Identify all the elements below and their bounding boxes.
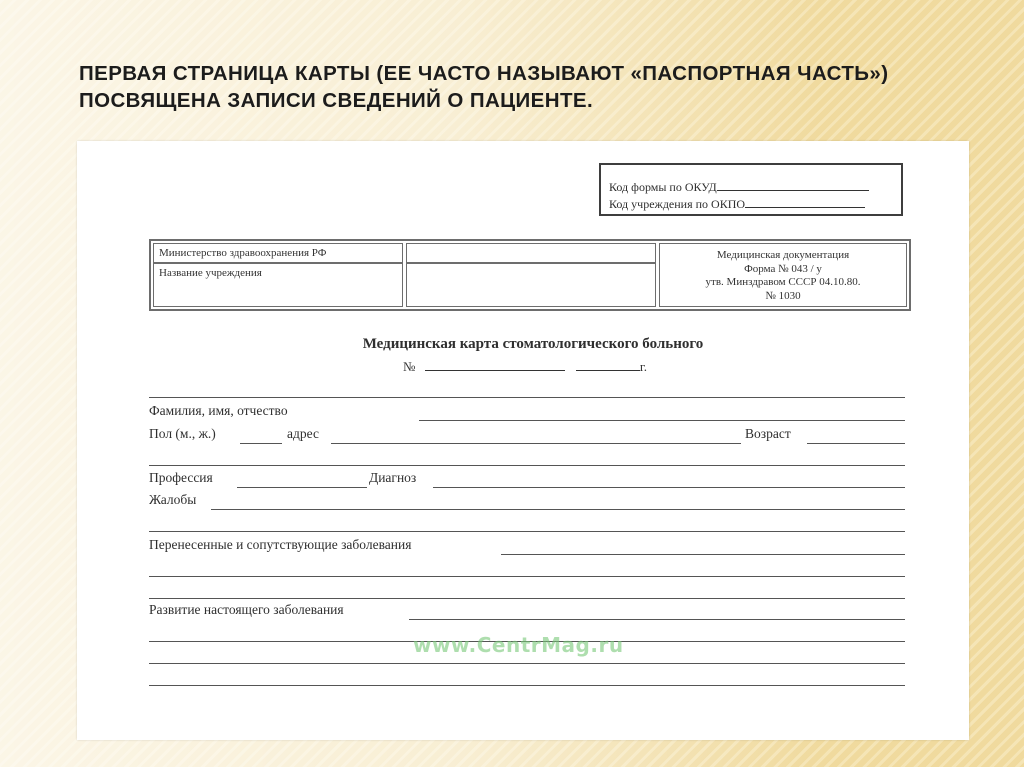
rule-3 (149, 531, 905, 532)
card-number-line (403, 359, 647, 375)
institution-cell (153, 263, 403, 307)
rule-7 (149, 663, 905, 664)
diagnosis-label: Диагноз (369, 470, 417, 485)
blank-cell-bottom (406, 263, 656, 307)
blank-cell-top (406, 243, 656, 263)
age-label: Возраст (745, 426, 791, 441)
past-diseases-label: Перенесенные и сопутствующие заболевания (149, 537, 412, 552)
sex-line (240, 443, 282, 444)
med-doc-line-2: Форма № 043 / у (744, 262, 822, 275)
okpo-code-line (609, 197, 865, 212)
medical-card-form (77, 141, 969, 740)
med-doc-cell (659, 243, 907, 307)
date-fill-line (576, 370, 640, 371)
slide-title: ПЕРВАЯ СТРАНИЦА КАРТЫ (ЕЕ ЧАСТО НАЗЫВАЮТ «ПАСПОРТНАЯ ЧАСТЬ») ПОСВЯЩЕНА ЗАПИСИ СВЕДЕНИЙ О ПАЦИЕНТЕ. (79, 62, 889, 112)
ministry-text: Министерство здравоохранения РФ (159, 247, 327, 259)
okpo-label: Код учреждения по ОКПО (609, 197, 746, 211)
ministry-cell (153, 243, 403, 263)
header-table (149, 239, 911, 311)
codes-box (599, 163, 903, 216)
watermark: www.CentrMag.ru (413, 633, 624, 657)
full-name-label: Фамилия, имя, отчество (149, 403, 288, 418)
complaints-line (211, 509, 905, 510)
rule-1 (149, 397, 905, 398)
rule-4 (149, 576, 905, 577)
okpo-fill-line (745, 207, 865, 208)
sex-label: Пол (м., ж.) (149, 426, 216, 441)
profession-line (237, 487, 367, 488)
rule-8 (149, 685, 905, 686)
okud-label: Код формы по ОКУД (609, 180, 717, 194)
current-disease-label: Развитие настоящего заболевания (149, 602, 344, 617)
med-doc-line-1: Медицинская документация (716, 249, 850, 261)
age-line (807, 443, 905, 444)
address-label: адрес (287, 426, 319, 441)
profession-label: Профессия (149, 470, 213, 485)
year-suffix: г. (639, 359, 648, 374)
form-title: Медицинская карта стоматологического больного (362, 336, 704, 352)
med-doc-line-3: утв. Минздравом СССР 04.10.80. (705, 276, 861, 288)
number-label: № (403, 359, 416, 374)
rule-5 (149, 598, 905, 599)
address-line (331, 443, 741, 444)
number-fill-line (425, 370, 565, 371)
full-name-line (419, 420, 905, 421)
med-doc-line-4: № 1030 (765, 289, 801, 302)
institution-label: Название учреждения (159, 267, 262, 279)
diagnosis-line (433, 487, 905, 488)
current-disease-line (409, 619, 905, 620)
complaints-label: Жалобы (149, 492, 197, 507)
okud-fill-line (717, 190, 869, 191)
rule-2 (149, 465, 905, 466)
past-diseases-line (501, 554, 905, 555)
okud-code-line (609, 180, 869, 195)
